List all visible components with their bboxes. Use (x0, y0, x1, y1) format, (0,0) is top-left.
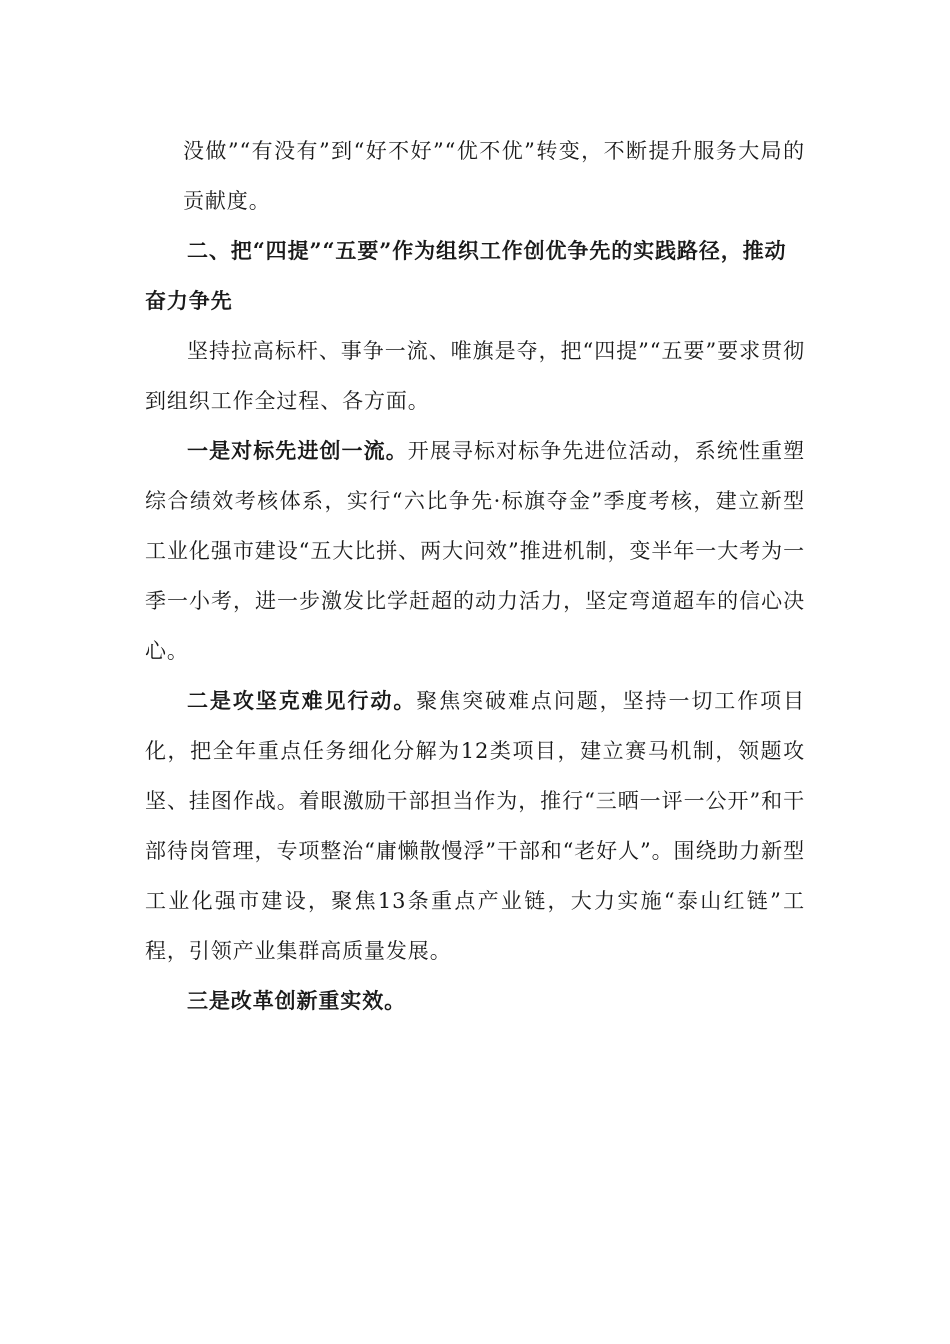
document-page (145, 126, 805, 1026)
item-1-body: 开展寻标对标争先进位活动，系统性重塑综合绩效考核体系，实行“六比争先·标旗夺金”季度考核，建立新型工业化强市建设“五大比拼、两大问效”推进机制，变半年一大考为一季一小考，进一步激发比学赶超的动力活力，坚定弯道超车的信心决心。 (145, 439, 805, 663)
paragraph-intro: 坚持拉高标杆、事争一流、唯旗是夺，把“四提”“五要”要求贯彻到组织工作全过程、各方面。 (145, 339, 805, 413)
section-heading-2: 二、把“四提”“五要”作为组织工作创优争先的实践路径，推动奋力争先 (145, 238, 787, 313)
paragraph-item-2 (145, 676, 805, 976)
item-2-lead: 二是攻坚克难见行动。 (187, 688, 417, 713)
item-1-lead: 一是对标先进创一流。 (187, 438, 408, 463)
paragraph-continuation: 没做”“有没有”到“好不好”“优不优”转变，不断提升服务大局的贡献度。 (183, 139, 805, 213)
item-3-lead: 三是改革创新重实效。 (187, 988, 406, 1013)
paragraph-item-1 (145, 426, 805, 676)
paragraph-item-3 (145, 976, 805, 1026)
item-2-body: 聚焦突破难点问题，坚持一切工作项目化，把全年重点任务细化分解为12类项目，建立赛马机制，领题攻坚、挂图作战。着眼激励干部担当作为，推行“三晒一评一公开”和干部待岗管理，专项整治“庸懒散慢浮”干部和“老好人”。围绕助力新型工业化强市建设，聚焦13条重点产业链，大力实施“泰山红链”工程，引领产业集群高质量发展。 (145, 689, 805, 963)
